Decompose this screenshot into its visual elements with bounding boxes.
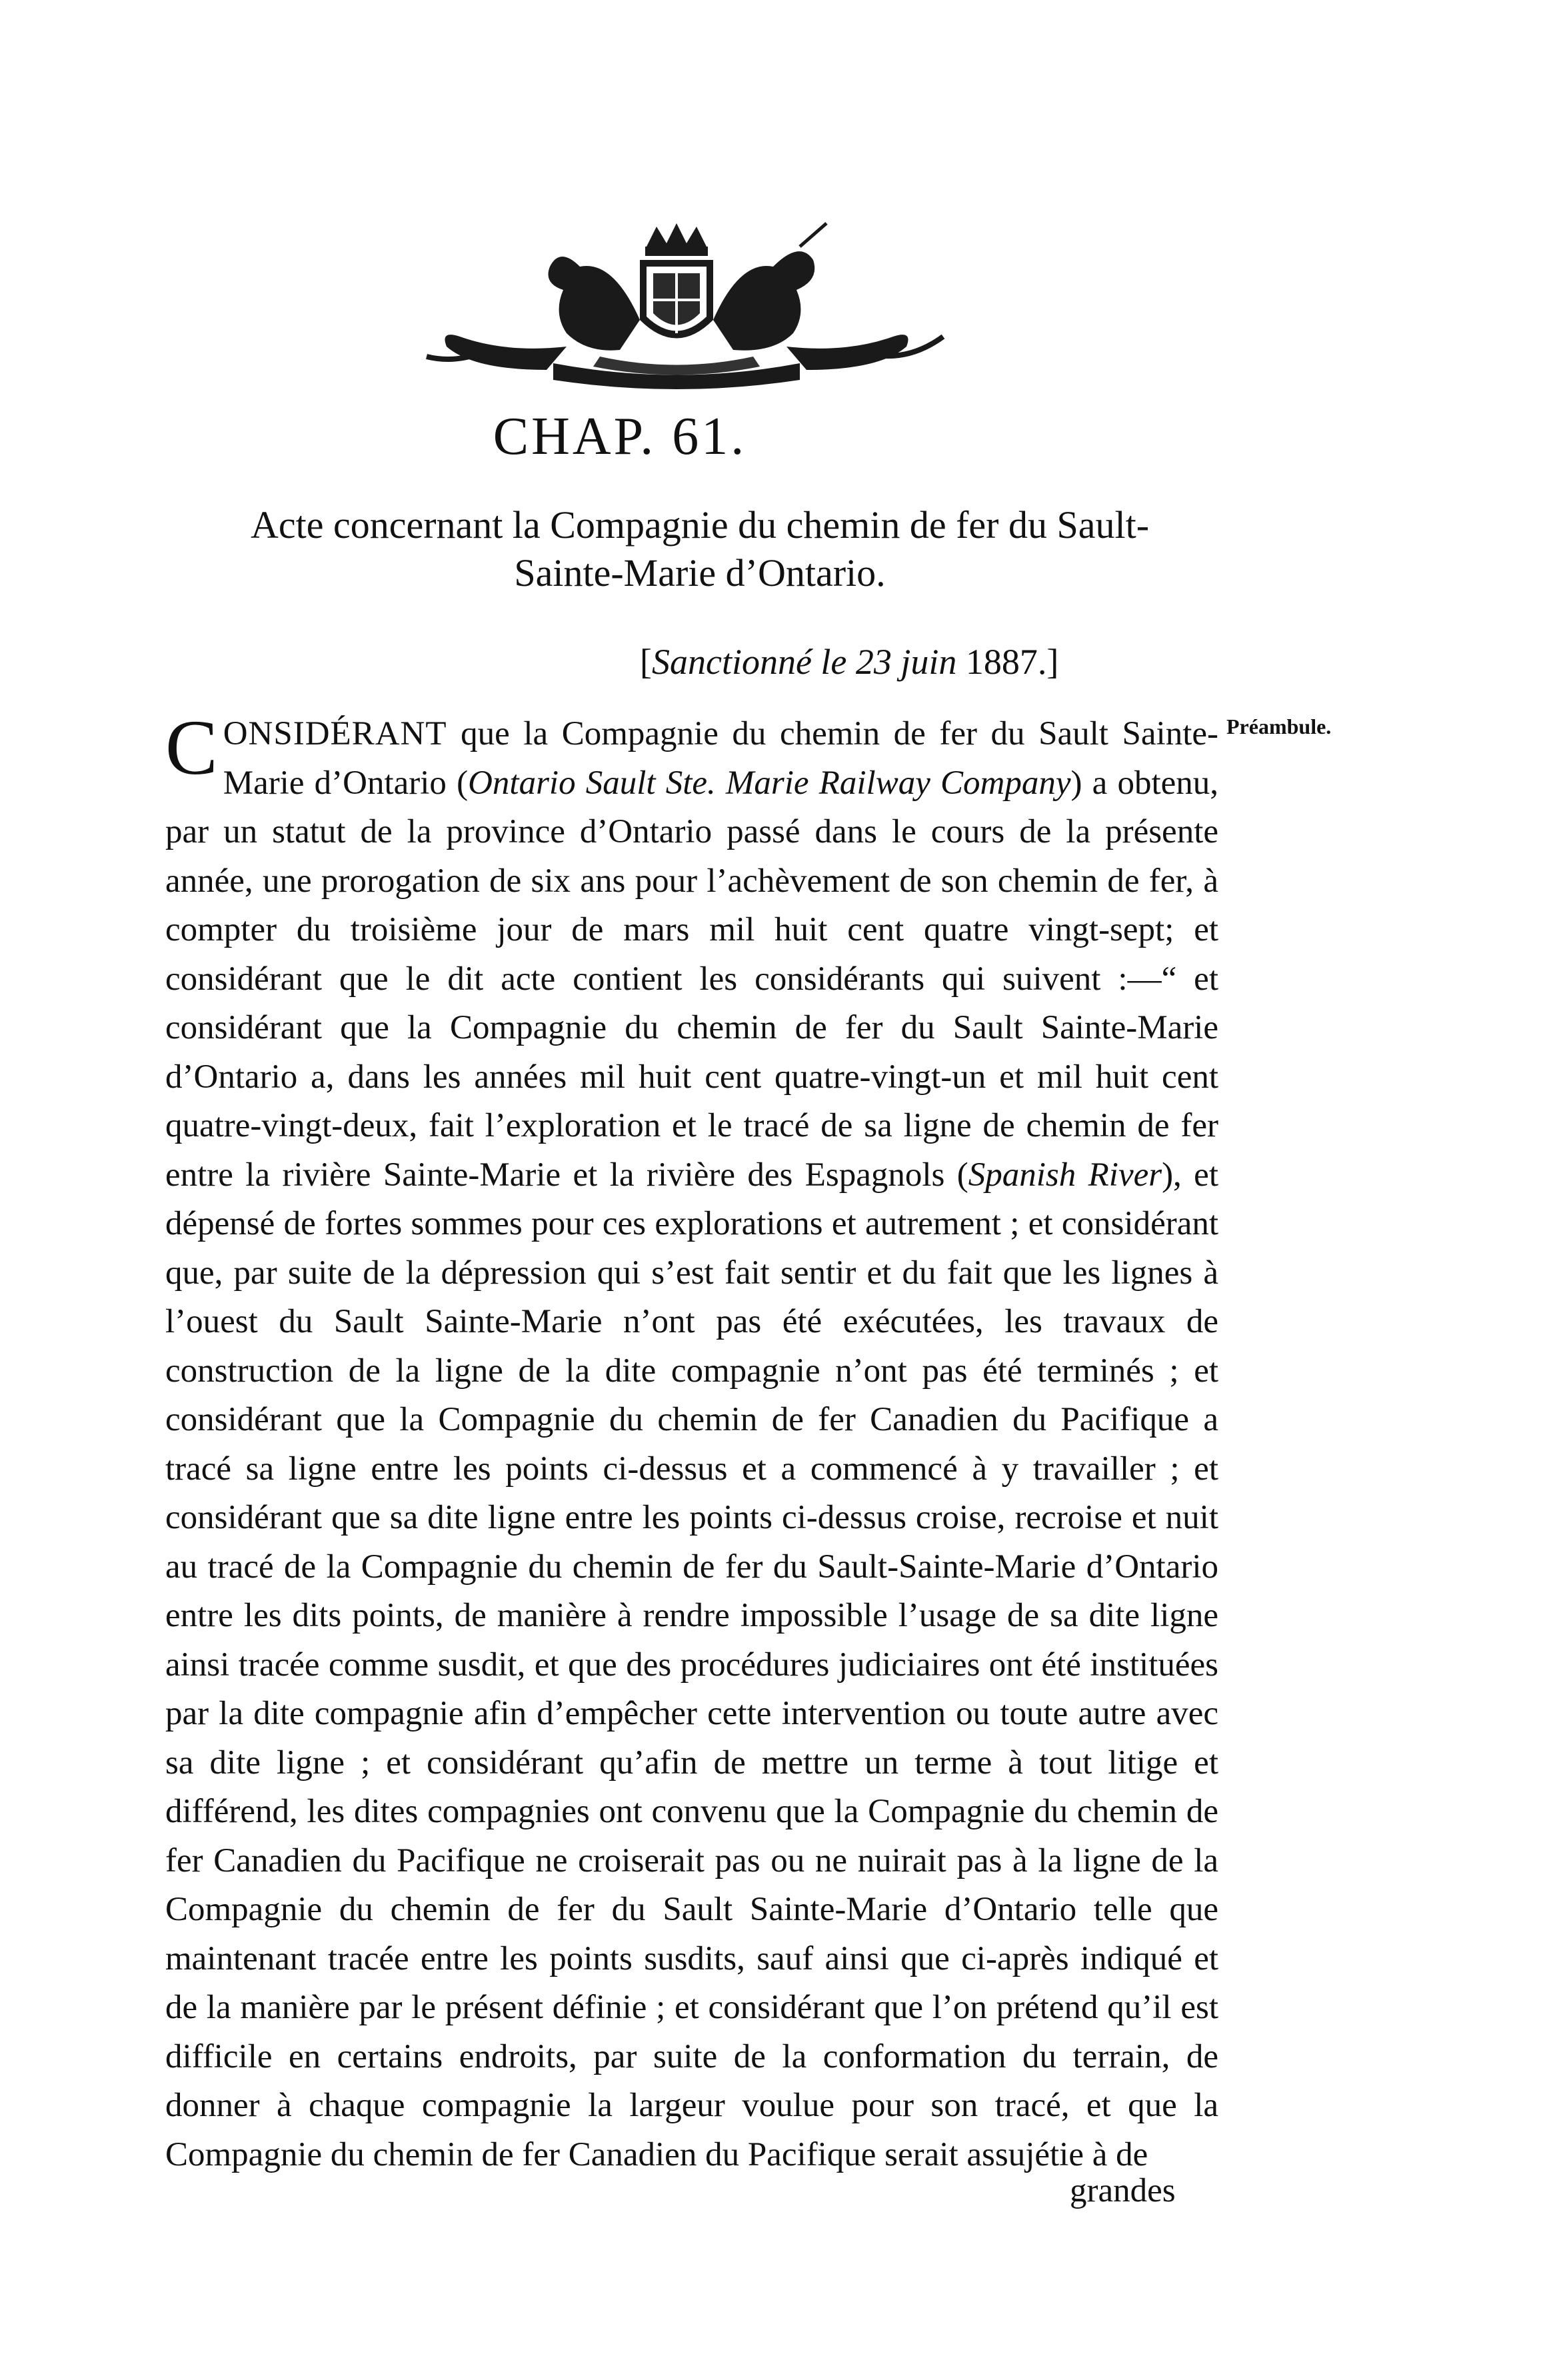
sanction-text: Sanctionné le 23 juin (651, 642, 957, 682)
sanction-bracket: [ (640, 642, 652, 682)
preamble-first-word: ONSIDÉRANT (223, 715, 447, 752)
sanction-date (640, 641, 1226, 682)
company-english-name: Ontario Sault Ste. Marie Railway Company (468, 764, 1071, 802)
preamble-text-2: ) a obtenu, par un statut de la province d’Ontario passé dans le cours de la présente année, une prorogation de six ans pour l’achèvement de son chemin de fer, à compter du troisième jour de mars mil huit cent quatre vingt-sept; et considérant que le dit acte contient les considérants qui suivent :—“ et considérant que la Compagnie du chemin de fer du Sault Sainte-Marie d’Ontario a, dans les années mil huit cent quatre-vingt-un et mil huit cent quatre-vingt-deux, fait l’exploration et le tracé de sa ligne de chemin de fer entre la rivière Sainte-Marie et la rivière des Espagnols ( (165, 764, 1218, 1194)
river-english-name: Spanish River (968, 1156, 1162, 1194)
preamble-text-1: que la Compagnie du chemin de fer du Sault Sainte-Marie d’Ontario ( (223, 715, 1218, 802)
catchword: grandes (1070, 2172, 1176, 2209)
preamble-paragraph (165, 704, 1218, 2179)
preamble-text-3: ), et dépensé de fortes sommes pour ces explorations et autrement ; et considérant que, par suite de la dépression qui s’est fait sentir et du fait que les lignes à l’ouest du Sault Sainte-Marie n’ont pas été exécutées, les travaux de construction de la ligne de la dite compagnie n’ont pas été terminés ; et considérant que la Compagnie du chemin de fer Canadien du Pacifique a tracé sa ligne entre les points ci-dessus et a commencé à y travailler ; et considérant que sa dite ligne entre les points ci-dessus croise, recroise et nuit au tracé de la Compagnie du chemin de fer du Sault-Sainte-Marie d’Ontario entre les dits points, de manière à rendre impossible l’usage de sa dite ligne ainsi tracée comme susdit, et que des procédures judiciaires ont été instituées par la dite compagnie afin d’empêcher cette intervention ou toute autre avec sa dite ligne ; et considérant qu’afin de mettre un terme à tout litige et différend, les dites compagnies ont convenu que la Compagnie du chemin de fer Canadien du Pacifique ne croiserait pas ou ne nuirait pas à la ligne de la Compagnie du chemin de fer du Sault Sainte-Marie d’Ontario telle que maintenant tracée entre les points susdits, sauf ainsi que ci-après indiqué et de la manière par le présent définie ; et considérant que l’on prétend qu’il est difficile en certains endroits, par suite de la conformation du terrain, de donner à chaque compagnie la largeur voulue pour son tracé, et que la Compagnie du chemin de fer Canadien du Pacifique serait assujétie à de (165, 1156, 1218, 2173)
royal-coat-of-arms-icon (400, 220, 953, 393)
chapter-heading: CHAP. 61. (493, 407, 747, 466)
act-title (160, 501, 1240, 597)
act-title-line-2: Sainte-Marie d’Ontario. (514, 551, 886, 595)
margin-note-preamble: Préambule. (1226, 714, 1332, 738)
drop-cap: C (165, 704, 218, 791)
sanction-year: 1887.] (956, 642, 1059, 682)
preamble-body (165, 704, 1218, 2179)
act-title-line-1: Acte concernant la Compagnie du chemin de fer du Sault- (250, 503, 1150, 547)
